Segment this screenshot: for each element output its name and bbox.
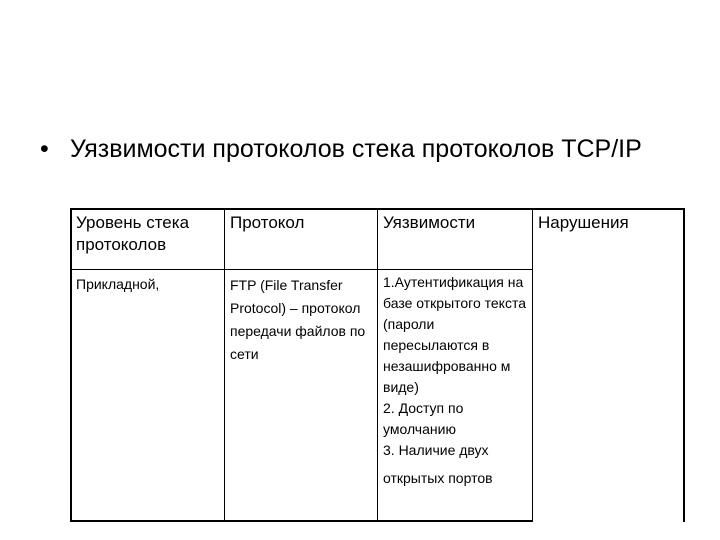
- bullet-point: •: [40, 135, 49, 163]
- header-protocol: Протокол: [230, 213, 305, 232]
- vulnerabilities-table: [70, 208, 685, 522]
- vulnerability-item-3-continued: открытых портов: [383, 470, 493, 486]
- cell-violations: [532, 270, 685, 522]
- header-level: Уровень стека протоколов: [76, 213, 190, 254]
- table-border-left: [70, 208, 72, 522]
- cell-vulnerabilities: [377, 270, 532, 522]
- table-border-right: [683, 208, 685, 522]
- row-divider: [70, 269, 532, 270]
- column-divider-3: [532, 208, 533, 522]
- vulnerability-item-1: 1.Аутентификация на базе открытого текста (пароли пересылаются в незашифрованно м виде): [383, 274, 527, 395]
- header-violations: Нарушения: [538, 213, 629, 232]
- cell-level: Прикладной,: [76, 276, 160, 292]
- vulnerability-item-3: 3. Наличие двух: [383, 442, 489, 458]
- cell-protocol: FTP (File Transfer Protocol) – протокол передачи файлов по сети: [230, 277, 366, 362]
- header-vulnerabilities: Уязвимости: [383, 213, 476, 232]
- vulnerability-item-2: 2. Доступ по умолчанию: [383, 400, 464, 437]
- column-divider-1: [224, 208, 225, 522]
- heading-text: Уязвимости протоколов стека протоколов TCP/IP: [70, 135, 642, 163]
- table-border-bottom: [70, 520, 532, 522]
- column-divider-2: [377, 208, 378, 522]
